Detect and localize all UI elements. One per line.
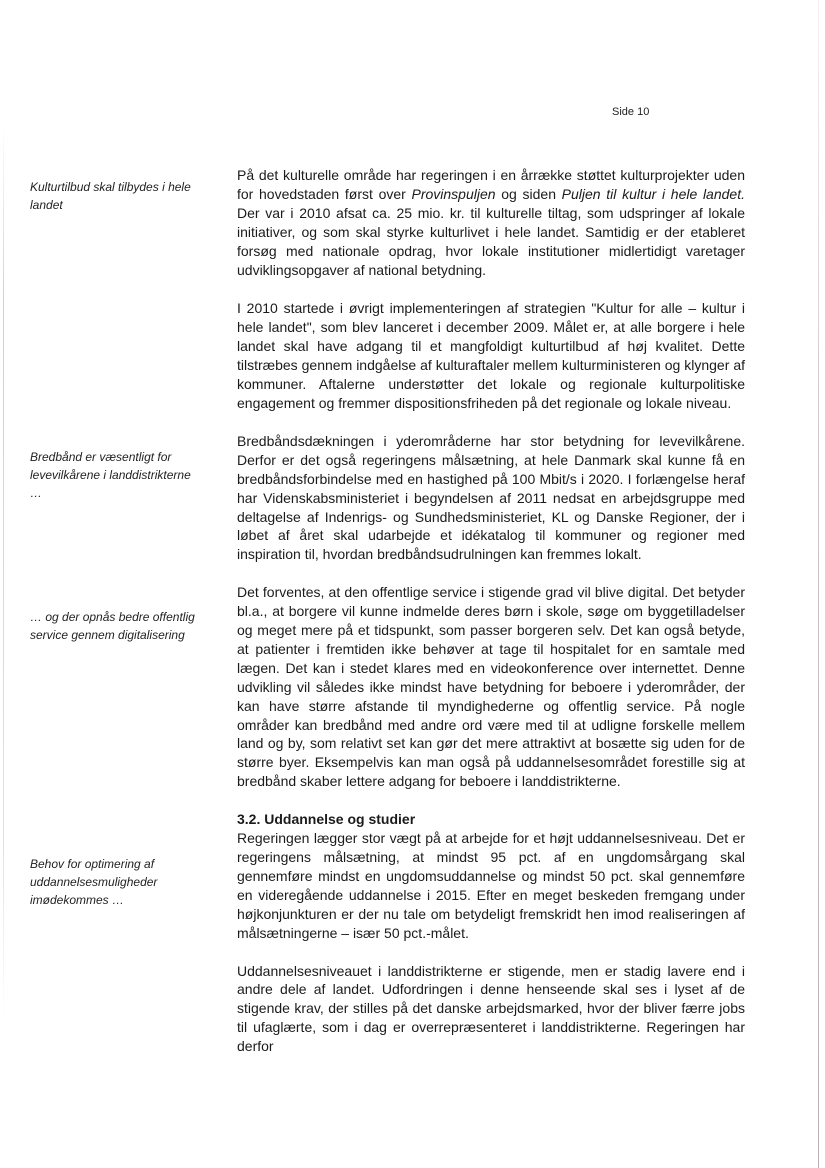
margin-note-education: Behov for optimering af uddannelsesmuligheder imødekommes … <box>30 857 158 907</box>
paragraph-education-goals: Regeringen lægger stor vægt på at arbejde for et højt uddannelsesniveau. Det er regeringens målsætning, at mindst 95 pct. af en ungdomsårgang skal gennemføre mindst en ungdomsuddannelse og mindst 50 pct. skal gennemføre en videregående uddannelse i 2015. Efter en meget beskeden fremgang under højkonjunkturen er der nu tale om betydeligt fremskridt hen imod realiseringen af målsætningerne – især 50 pct.-målet. <box>237 830 745 941</box>
margin-note-digital-service: … og der opnås bedre offentlig service gennem digitalisering <box>30 610 195 642</box>
margin-note-culture: Kulturtilbud skal tilbydes i hele landet <box>30 180 191 212</box>
paragraph-culture-text-2: og siden <box>495 185 562 202</box>
margin-note-broadband: Bredbånd er væsentligt for levevilkårene i landdistrikterne … <box>30 450 191 500</box>
paragraph-culture <box>237 166 745 279</box>
paragraph-culture-text-3: Der var i 2010 afsat ca. 25 mio. kr. til kulturelle tiltag, som udspringer af lokale initiativer, og som skal styrke kulturlivet i hele landet. Samtidig er der etableret forsøg med nationale opdrag, hvor lokale institutioner midlertidigt varetager udviklingsopgaver af national betydning. <box>237 204 745 278</box>
paragraph-broadband: Bredbåndsdækningen i yderområderne har stor betydning for levevilkårene. Derfor er det også regeringens målsætning, at hele Danmark skal kunne få en bredbåndsforbindelse med en hastighed på 100 Mbit/s i 2020. I forlængelse heraf har Videnskabsministeriet i begyndelsen af 2011 nedsat en arbejdsgruppe med deltagelse af Indenrigs- og Sundhedsministeriet, KL og Danske Regioner, der i løbet af året skal udarbejde et idékatalog til kommuner og regioner med inspiration til, hvordan bredbåndsudrulningen kan fremmes lokalt. <box>237 432 745 563</box>
scan-shadow-right <box>818 0 819 1168</box>
provinspuljen-name: Provinspuljen <box>411 185 496 202</box>
paragraph-education-rural: Uddannelsesniveauet i landdistrikterne er stigende, men er stadig lavere end i andre dele af landet. Udfordringen i denne henseende skal ses i lyset af de stigende krav, der stilles på det danske arbejdsmarked, hvor der bliver færre jobs til ufaglærte, som i dag er overrepræsenteret i landdistrikterne. Regeringen har derfor <box>237 962 745 1055</box>
paragraph-culture-text-1: På det kulturelle område har regeringen i en årrække støttet kulturprojekter uden for hovedstaden først over <box>237 167 745 202</box>
page-number: Side 10 <box>612 106 650 118</box>
puljen-name: Puljen til kultur i hele landet. <box>561 185 745 202</box>
paragraph-culture-strategy: I 2010 startede i øvrigt implementeringen af strategien "Kultur for alle – kultur i hele landet", som blev lanceret i december 2009. Målet er, at alle borgere i hele landet skal have adgang til et mangfoldigt kulturtilbud af høj kvalitet. Dette tilstræbes gennem indgåelse af kulturaftaler mellem kulturministeren og klynger af kommuner. Aftalerne understøtter det lokale og regionale kulturpolitiske engagement og fremmer dispositionsfriheden på det regionale og lokale niveau. <box>237 300 745 411</box>
paragraph-digitalisation: Det forventes, at den offentlige service i stigende grad vil blive digital. Det betyder bl.a., at borgere vil kunne indmelde deres børn i skole, søge om byggetilladelser og meget mere på et tidspunkt, som passer borgeren selv. Det kan også betyde, at patienter i fremtiden ikke behøver at tage til hospitalet for en samtale med lægen. Det kan i stedet klares med en videokonference over internettet. Denne udvikling vil således ikke mindst have betydning for beboere i yderområder, der kan have større afstande til myndighederne og offentlig service. På nogle områder kan bredbånd med andre ord være med til at udligne forskelle mellem land og by, som relativt set kan gør det mere attraktivt at bosætte sig uden for de større byer. Eksempelvis kan man også på uddannelsesområdet forestille sig at bredbånd skaber lettere adgang for beboere i landdistrikterne. <box>237 584 745 790</box>
body-text <box>237 166 745 1056</box>
scan-shadow-left <box>3 120 4 1020</box>
section-heading-education: 3.2. Uddannelse og studier <box>237 811 416 828</box>
